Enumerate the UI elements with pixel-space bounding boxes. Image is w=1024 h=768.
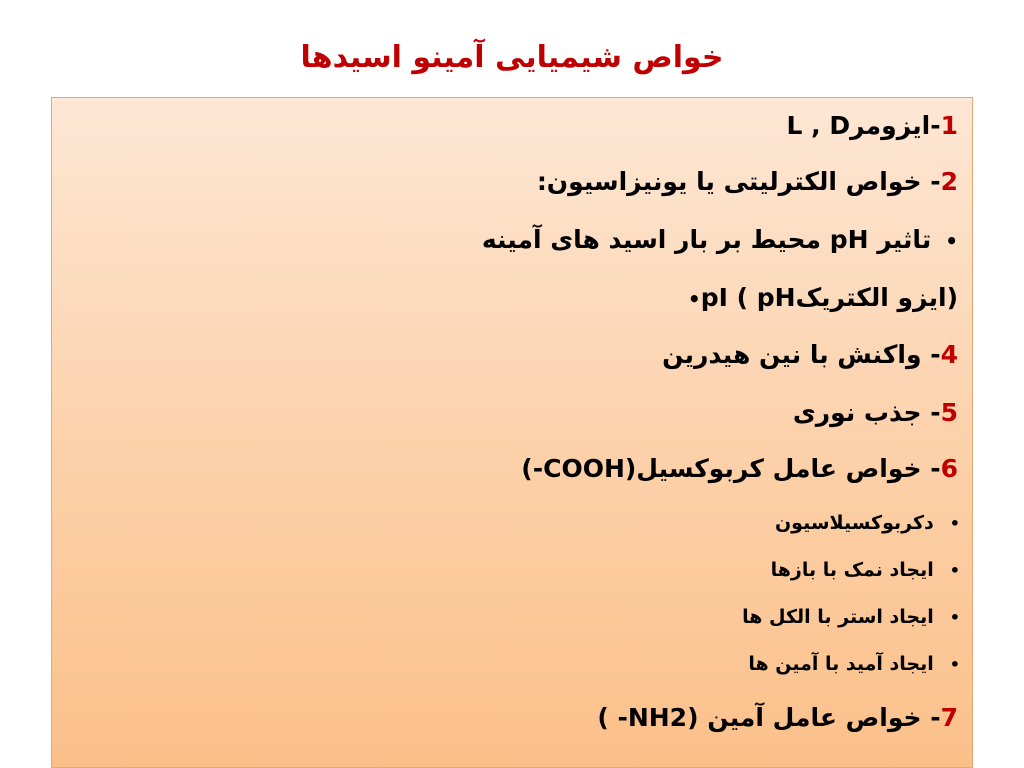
item-text: - خواص الکترلیتی یا یونیزاسیون: bbox=[536, 167, 941, 196]
list-item-6 bbox=[521, 454, 958, 483]
bullet-icon: • bbox=[949, 514, 960, 533]
list-item-7 bbox=[597, 703, 958, 732]
item-text: ایجاد نمک با بازها bbox=[770, 559, 934, 581]
bullet-icon: • bbox=[949, 608, 960, 627]
item-number: 7 bbox=[940, 703, 958, 732]
bullet-icon: • bbox=[949, 561, 960, 580]
item-text: دکربوکسیلاسیون bbox=[774, 512, 934, 534]
content-box bbox=[51, 97, 973, 768]
item-text: - جذب نوری bbox=[792, 398, 941, 427]
item-number: 6 bbox=[940, 454, 958, 483]
item-text: - خواص عامل آمین (NH2- ) bbox=[597, 703, 941, 732]
item-text: ایجاد آمید با آمین ها bbox=[748, 653, 934, 675]
list-item-bullet-1 bbox=[482, 225, 958, 254]
item-text: -ایزومرL , D bbox=[786, 111, 941, 140]
item-text: - خواص عامل کربوکسیل(COOH-) bbox=[521, 454, 941, 483]
list-item-5 bbox=[793, 398, 958, 427]
item-text: ایجاد استر با الکل ها bbox=[742, 606, 934, 628]
list-subitem-3 bbox=[742, 606, 960, 628]
item-number: 4 bbox=[940, 340, 958, 369]
list-item-1 bbox=[787, 111, 958, 140]
list-subitem-2 bbox=[771, 559, 960, 581]
item-number: 5 bbox=[940, 398, 958, 427]
bullet-icon: • bbox=[945, 229, 958, 253]
slide-title: خواص شیمیایی آمینو اسیدها bbox=[300, 40, 724, 75]
item-text: تاثیر pH محیط بر بار اسید های آمینه bbox=[481, 225, 932, 254]
item-text: pI ( pHایزو الکتریک) bbox=[700, 283, 958, 312]
item-text: - واکنش با نین هیدرین bbox=[662, 340, 941, 369]
list-subitem-4 bbox=[748, 653, 960, 675]
bullet-icon: • bbox=[949, 655, 960, 674]
bullet-icon: • bbox=[687, 287, 701, 311]
item-number: 1 bbox=[940, 111, 958, 140]
list-subitem-1 bbox=[775, 512, 960, 534]
list-item-bullet-2 bbox=[674, 283, 958, 312]
item-number: 2 bbox=[940, 167, 958, 196]
list-item-2 bbox=[537, 167, 958, 196]
list-item-4 bbox=[662, 340, 958, 369]
